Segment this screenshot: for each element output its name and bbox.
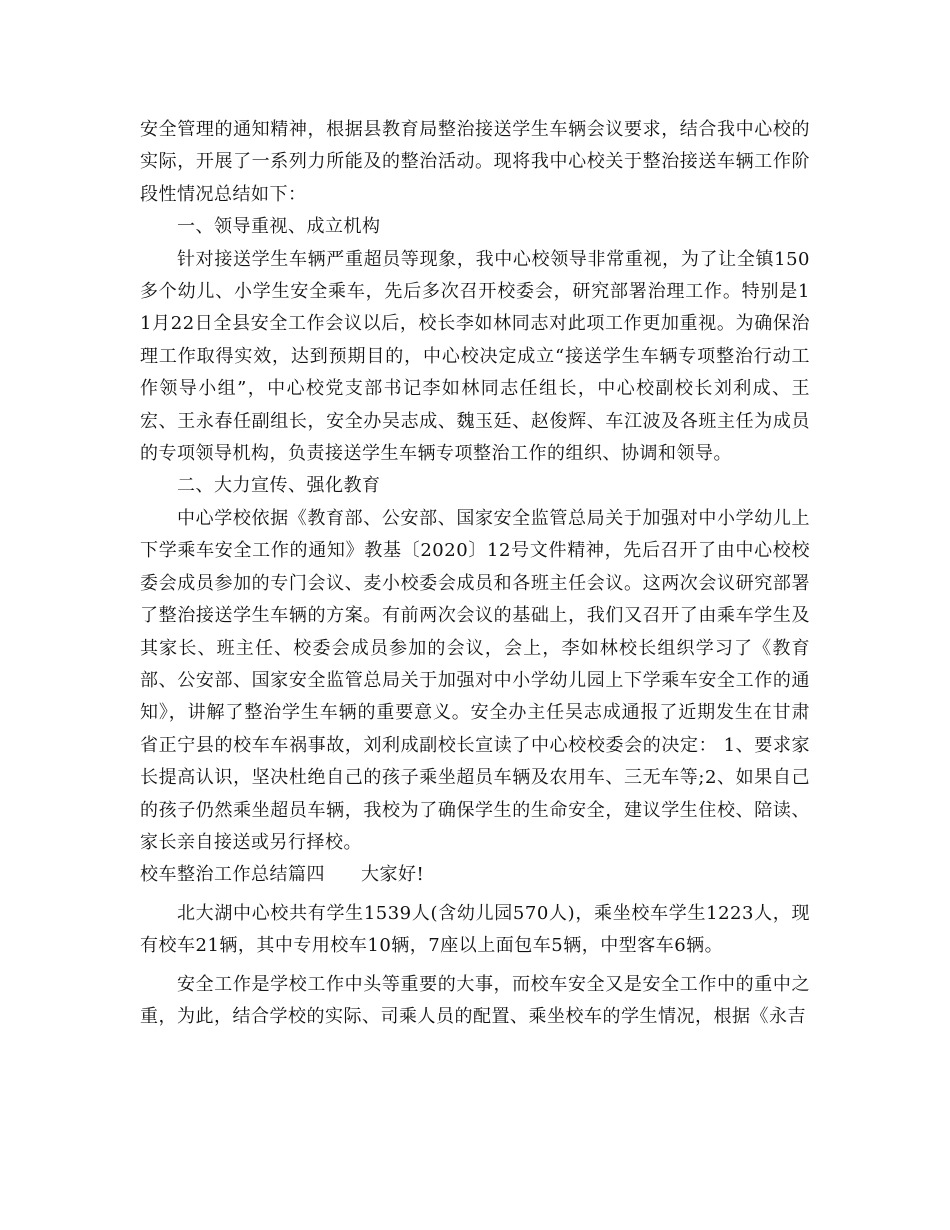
intro-paragraph: 安全管理的通知精神，根据县教育局整治接送学生车辆会议要求，结合我中心校的实际，开展了一系列力所能及的整治活动。现将我中心校关于整治接送车辆工作阶段性情况总结如下： bbox=[140, 119, 810, 205]
section-title-line bbox=[140, 859, 810, 891]
section-heading-publicity: 二、大力宣传、强化教育 bbox=[177, 475, 381, 497]
section-heading-leadership: 一、领导重视、成立机构 bbox=[177, 216, 381, 238]
school-stats-paragraph: 北大湖中心校共有学生1539人(含幼儿园570人)，乘坐校车学生1223人，现有校车21辆，其中专用校车10辆，7座以上面包车5辆，中型客车6辆。 bbox=[140, 902, 810, 957]
section-title: 校车整治工作总结篇四 bbox=[140, 864, 325, 886]
greeting-text: 大家好! bbox=[361, 864, 425, 886]
leadership-paragraph: 针对接送学生车辆严重超员等现象，我中心校领导非常重视，为了让全镇150多个幼儿、小学生安全乘车，先后多次召开校委会，研究部署治理工作。特别是11月22日全县安全工作会议以后，校长李如林同志对此项工作更加重视。为确保治理工作取得实效，达到预期目的，中心校决定成立“接送学生车辆专项整治行动工作领导小组”，中心校党支部书记李如林同志任组长，中心校副校长刘利成、王宏、王永春任副组长，安全办吴志成、魏玉廷、赵俊辉、车江波及各班主任为成员的专项领导机构，负责接送学生车辆专项整治工作的组织、协调和领导。 bbox=[140, 248, 810, 465]
publicity-paragraph: 中心学校依据《教育部、公安部、国家安全监管总局关于加强对中小学幼儿上下学乘车安全工作的通知》教基〔2020〕12号文件精神，先后召开了由中心校校委会成员参加的专门会议、麦小校委会成员和各班主任会议。这两次会议研究部署了整治接送学生车辆的方案。有前两次会议的基础上，我们又召开了由乘车学生及其家长、班主任、校委会成员参加的会议，会上，李如林校长组织学习了《教育部、公安部、国家安全监管总局关于加强对中小学幼儿园上下学乘车安全工作的通知》，讲解了整治学生车辆的重要意义。安全办主任吴志成通报了近期发生在甘肃省正宁县的校车车祸事故，刘利成副校长宣读了中心校校委会的决定： 1、要求家长提高认识，坚决杜绝自己的孩子乘坐超员车辆及农用车、三无车等;2、如果自己的孩子仍然乘坐超员车辆，我校为了确保学生的生命安全，建议学生住校、陪读、家长亲自接送或另行择校。 bbox=[140, 507, 810, 853]
document-body bbox=[140, 114, 810, 1033]
safety-paragraph: 安全工作是学校工作中头等重要的大事，而校车安全又是安全工作中的重中之重，为此，结合学校的实际、司乘人员的配置、乘坐校车的学生情况，根据《永吉 bbox=[140, 973, 810, 1027]
